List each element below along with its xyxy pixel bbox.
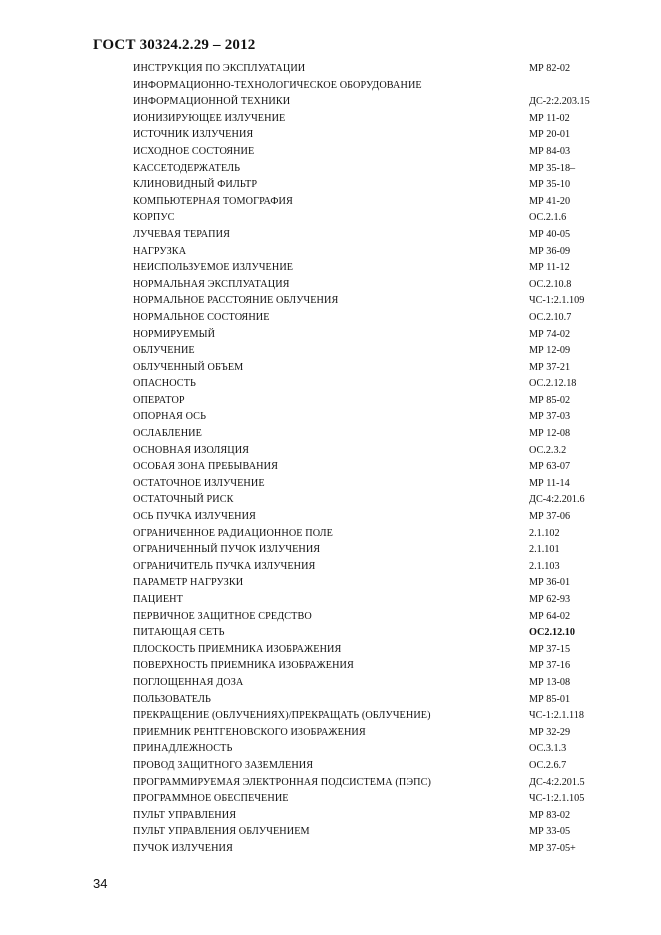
- term-name: НОРМАЛЬНОЕ СОСТОЯНИЕ: [133, 311, 270, 323]
- term-reference: МР 37-21: [529, 361, 571, 373]
- term-name: ПИТАЮЩАЯ СЕТЬ: [133, 627, 225, 639]
- term-row: [0, 526, 661, 543]
- term-reference: МР 13-08: [529, 676, 571, 688]
- term-row: [0, 542, 661, 559]
- term-reference: МР 12-09: [529, 345, 571, 357]
- term-name: ИСХОДНОЕ СОСТОЯНИЕ: [133, 145, 255, 157]
- term-row: [0, 559, 661, 576]
- term-reference: ОС.3.1.3: [529, 743, 567, 755]
- term-name: ПЛОСКОСТЬ ПРИЕМНИКА ИЗОБРАЖЕНИЯ: [133, 643, 342, 655]
- document-header: ГОСТ 30324.2.29 – 2012: [93, 37, 256, 53]
- term-name: ОСНОВНАЯ ИЗОЛЯЦИЯ: [133, 444, 250, 456]
- term-reference: МР 37-05+: [529, 842, 576, 854]
- term-row: [0, 741, 661, 758]
- term-row: [0, 310, 661, 327]
- term-reference: 2.1.101: [529, 544, 560, 556]
- term-row: [0, 61, 661, 78]
- term-name: НОРМИРУЕМЫЙ: [133, 328, 216, 340]
- term-name: НАГРУЗКА: [133, 245, 187, 257]
- term-reference: 2.1.102: [529, 527, 560, 539]
- term-index-list: [0, 61, 661, 858]
- term-name: ПУЛЬТ УПРАВЛЕНИЯ ОБЛУЧЕНИЕМ: [133, 826, 310, 838]
- term-name: ПАЦИЕНТ: [133, 594, 183, 605]
- term-name: ОБЛУЧЕНИЕ: [133, 345, 195, 357]
- term-name: ОПАСНОСТЬ: [133, 378, 196, 390]
- term-row: [0, 459, 661, 476]
- term-row: [0, 94, 661, 111]
- term-name: ПОВЕРХНОСТЬ ПРИЕМНИКА ИЗОБРАЖЕНИЯ: [133, 660, 354, 672]
- term-name: ПРЕКРАЩЕНИЕ (ОБЛУЧЕНИЯХ)/ПРЕКРАЩАТЬ (ОБЛУЧЕНИЕ): [133, 710, 431, 722]
- term-reference: ОС.2.6.7: [529, 759, 567, 771]
- term-name: ИНФОРМАЦИОННО-ТЕХНОЛОГИЧЕСКОЕ ОБОРУДОВАНИЕ: [133, 79, 422, 91]
- term-reference: МР 37-16: [529, 660, 571, 672]
- term-reference: ОС2.12.10: [529, 627, 575, 639]
- term-name: ПУЛЬТ УПРАВЛЕНИЯ: [133, 809, 237, 821]
- term-reference: МР 85-02: [529, 394, 571, 406]
- term-reference: ОС.2.1.6: [529, 212, 567, 224]
- term-reference: МР 11-12: [529, 262, 570, 274]
- term-row: [0, 708, 661, 725]
- term-row: [0, 609, 661, 626]
- term-name: ОПЕРАТОР: [133, 394, 185, 406]
- term-row: [0, 675, 661, 692]
- term-name: ОСОБАЯ ЗОНА ПРЕБЫВАНИЯ: [133, 461, 278, 473]
- term-reference: МР 85-01: [529, 693, 571, 705]
- term-name: ПРОГРАММНОЕ ОБЕСПЕЧЕНИЕ: [133, 793, 289, 805]
- term-row: [0, 161, 661, 178]
- term-reference: ЧС-1:2.1.109: [529, 295, 585, 307]
- term-row: [0, 194, 661, 211]
- term-row: [0, 808, 661, 825]
- term-row: [0, 127, 661, 144]
- term-reference: МР 12-08: [529, 428, 571, 440]
- term-reference: МР 84-03: [529, 145, 571, 157]
- term-row: [0, 426, 661, 443]
- term-name: ОБЛУЧЕННЫЙ ОБЪЕМ: [133, 361, 244, 373]
- term-name: ПРОГРАММИРУЕМАЯ ЭЛЕКТРОННАЯ ПОДСИСТЕМА (ПЭПС): [133, 776, 432, 788]
- term-row: [0, 492, 661, 509]
- term-row: [0, 78, 661, 95]
- term-reference: МР 35-18–: [529, 162, 576, 174]
- term-name: ПАРАМЕТР НАГРУЗКИ: [133, 577, 244, 589]
- term-row: [0, 293, 661, 310]
- term-reference: 2.1.103: [529, 560, 560, 572]
- term-row: [0, 841, 661, 858]
- term-row: [0, 775, 661, 792]
- term-row: [0, 758, 661, 775]
- term-reference: МР 37-15: [529, 643, 571, 655]
- term-row: [0, 277, 661, 294]
- term-reference: ОС.2.3.2: [529, 444, 567, 456]
- term-reference: МР 36-01: [529, 577, 571, 589]
- term-reference: МР 41-20: [529, 195, 571, 207]
- term-row: [0, 575, 661, 592]
- term-row: [0, 327, 661, 344]
- term-row: [0, 791, 661, 808]
- term-name: ОГРАНИЧЕННОЕ РАДИАЦИОННОЕ ПОЛЕ: [133, 527, 333, 539]
- term-row: [0, 210, 661, 227]
- term-name: ПОГЛОЩЕННАЯ ДОЗА: [133, 676, 244, 688]
- term-row: [0, 642, 661, 659]
- term-name: КАССЕТОДЕРЖАТЕЛЬ: [133, 162, 241, 174]
- term-reference: МР 35-10: [529, 179, 571, 191]
- term-name: ИОНИЗИРУЮЩЕЕ ИЗЛУЧЕНИЕ: [133, 112, 286, 124]
- term-row: [0, 376, 661, 393]
- term-row: [0, 260, 661, 277]
- term-row: [0, 393, 661, 410]
- term-name: ПОЛЬЗОВАТЕЛЬ: [133, 693, 211, 705]
- term-reference: МР 11-02: [529, 112, 570, 124]
- term-row: [0, 360, 661, 377]
- term-name: КОРПУС: [133, 212, 175, 224]
- term-row: [0, 692, 661, 709]
- term-row: [0, 144, 661, 161]
- term-name: НЕИСПОЛЬЗУЕМОЕ ИЗЛУЧЕНИЕ: [133, 262, 294, 274]
- term-reference: МР 33-05: [529, 826, 571, 838]
- term-name: НОРМАЛЬНАЯ ЭКСПЛУАТАЦИЯ: [133, 278, 290, 290]
- term-name: ОСЛАБЛЕНИЕ: [133, 428, 202, 440]
- term-row: [0, 509, 661, 526]
- term-reference: МР 64-02: [529, 610, 571, 622]
- term-row: [0, 592, 661, 609]
- term-name: КОМПЬЮТЕРНАЯ ТОМОГРАФИЯ: [133, 195, 293, 207]
- term-reference: ДС-2:2.203.15: [529, 96, 590, 108]
- term-reference: ЧС-1:2.1.105: [529, 793, 585, 805]
- term-row: [0, 476, 661, 493]
- term-reference: МР 40-05: [529, 228, 571, 240]
- term-row: [0, 343, 661, 360]
- term-row: [0, 824, 661, 841]
- term-row: [0, 625, 661, 642]
- term-reference: ЧС-1:2.1.118: [529, 710, 584, 722]
- term-name: НОРМАЛЬНОЕ РАССТОЯНИЕ ОБЛУЧЕНИЯ: [133, 295, 339, 307]
- term-row: [0, 725, 661, 742]
- term-name: ОСТАТОЧНЫЙ РИСК: [133, 494, 234, 506]
- term-reference: ДС-4:2.201.5: [529, 776, 585, 788]
- term-reference: МР 11-14: [529, 477, 570, 489]
- term-name: ОПОРНАЯ ОСЬ: [133, 411, 207, 423]
- term-reference: МР 37-06: [529, 511, 571, 523]
- page-number: 34: [93, 876, 108, 891]
- term-name: ИНСТРУКЦИЯ ПО ЭКСПЛУАТАЦИИ: [133, 63, 306, 74]
- term-row: [0, 658, 661, 675]
- term-reference: МР 20-01: [529, 129, 571, 141]
- term-row: [0, 409, 661, 426]
- term-reference: МР 74-02: [529, 328, 571, 340]
- term-row: [0, 227, 661, 244]
- term-reference: ОС.2.12.18: [529, 378, 577, 390]
- term-row: [0, 177, 661, 194]
- term-reference: ОС.2.10.8: [529, 278, 572, 290]
- term-name: ПУЧОК ИЗЛУЧЕНИЯ: [133, 842, 233, 854]
- term-reference: МР 82-02: [529, 63, 571, 74]
- term-name: ИНФОРМАЦИОННОЙ ТЕХНИКИ: [133, 96, 291, 108]
- term-name: ОГРАНИЧИТЕЛЬ ПУЧКА ИЗЛУЧЕНИЯ: [133, 560, 316, 572]
- term-name: ОСЬ ПУЧКА ИЗЛУЧЕНИЯ: [133, 511, 256, 523]
- term-reference: МР 36-09: [529, 245, 571, 257]
- term-reference: ОС.2.10.7: [529, 311, 572, 323]
- term-reference: МР 83-02: [529, 809, 571, 821]
- term-name: ПРИЕМНИК РЕНТГЕНОВСКОГО ИЗОБРАЖЕНИЯ: [133, 726, 366, 738]
- term-reference: МР 32-29: [529, 726, 571, 738]
- term-name: ЛУЧЕВАЯ ТЕРАПИЯ: [133, 228, 230, 240]
- term-name: КЛИНОВИДНЫЙ ФИЛЬТР: [133, 179, 258, 191]
- term-name: ПРОВОД ЗАЩИТНОГО ЗАЗЕМЛЕНИЯ: [133, 759, 314, 771]
- term-row: [0, 244, 661, 261]
- term-name: ОСТАТОЧНОЕ ИЗЛУЧЕНИЕ: [133, 477, 265, 489]
- term-name: ПЕРВИЧНОЕ ЗАЩИТНОЕ СРЕДСТВО: [133, 610, 312, 622]
- term-row: [0, 111, 661, 128]
- term-reference: ДС-4:2.201.6: [529, 494, 585, 506]
- term-row: [0, 443, 661, 460]
- term-name: ПРИНАДЛЕЖНОСТЬ: [133, 743, 233, 755]
- term-reference: МР 37-03: [529, 411, 571, 423]
- term-name: ИСТОЧНИК ИЗЛУЧЕНИЯ: [133, 129, 254, 141]
- term-name: ОГРАНИЧЕННЫЙ ПУЧОК ИЗЛУЧЕНИЯ: [133, 544, 321, 556]
- term-reference: МР 62-93: [529, 594, 571, 605]
- term-reference: МР 63-07: [529, 461, 571, 473]
